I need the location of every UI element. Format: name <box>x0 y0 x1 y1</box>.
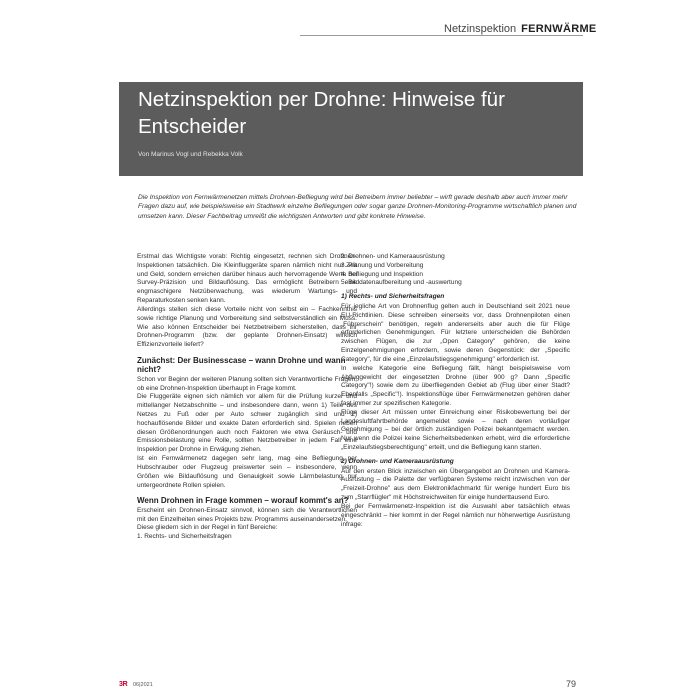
paragraph: In welche Kategorie eine Befliegung fällt, hängt beispielsweise vom Abfluggewicht der eingesetzten Drohne (über 900 g? Dann „Specific Category"!) sowie dem zu überfliegenden Gebiet ab (Flug über einer Stadt? Ebenfalls „Specific"!). Inspektionsflüge über Fernwärmenetzen gehören daher fast immer zur spezifischen Kategorie. <box>341 364 570 407</box>
list-item: 4. Befliegung und Inspektion <box>341 270 424 278</box>
issue-number: 06|2021 <box>133 682 153 688</box>
article-title: Netzinspektion per Drohne: Hinweise für Entscheider <box>138 88 505 138</box>
subsection-heading: 2) Drohnen- und Kameraausrüstung <box>341 457 454 465</box>
article-authors: Von Marinus Vogl und Rebekka Volk <box>138 151 243 158</box>
paragraph: Allerdings stellen sich diese Vorteile nicht von selbst ein – Fachkenntnis sowie richtige Planung und Vorbereitung sind selbstverständlich ein Muss. Wie also können Entscheider bei Netzbetreibern sicherstellen, dass ihr Drohnen-Programm (bzw. der geplante Drohnen-Einsatz) wirklich Effizienzvorteile liefert? <box>137 305 357 349</box>
page-number: 79 <box>566 679 577 689</box>
paragraph: Auf den ersten Blick inzwischen ein Übergangebot an Drohnen und Kamera-Ausrüstung – die Palette der verfügbaren Systeme reicht inzwischen von der „Freizeit-Drohne" aus dem Elektronikfachmarkt für wenige hundert Euro bis zum „Starrflügler" mit Höchstreichweiten für einige hunderttausend Euro. <box>341 467 570 502</box>
running-header <box>444 23 597 35</box>
header-category: Netzinspektion <box>444 23 517 35</box>
paragraph: Flüge dieser Art müssen unter Einreichung einer Risikobewertung bei der Landesluftfahrtbehörde angemeldet sowie – nach deren vorläufiger Genehmigung – bei der örtlich zuständigen Polizei bekanntgemacht werden. Nur wenn die Polizei keine Sicherheitsbedenken erhebt, wird die erforderliche „Einzelaufstiegsberechtigung" erteilt, und die Befliegung kann starten. <box>341 408 570 452</box>
paragraph: Erscheint ein Drohnen-Einsatz sinnvoll, können sich die Verantwortlichen mit den Einzelheiten eines Projekts bzw. Programms auseinandersetzen. <box>137 506 357 523</box>
paragraph: Die Fluggeräte eignen sich nämlich vor allem für die Prüfung kurzer und mittellanger Netzabschnitte – und insbesondere dann, wenn 1) Teile des Netzes zu Fuß oder per Auto schwer zugänglich sind und 2) hochauflösende Bilder und exakte Daten erforderlich sind. Spielen neben diesen Größenordnungen auch noch Faktoren wie etwa Geräusch- und Emissionsbelastung eine Rolle, sollten Netzbetreiber in jedem Fall eine Inspektion per Drohne in Erwägung ziehen. <box>137 393 357 454</box>
article-intro: Die Inspektion von Fernwärmenetzen mittels Drohnen-Befliegung wird bei Betreibern immer beliebter – wirft gerade deshalb aber auch immer mehr Fragen dazu auf, wie beispielsweise ein Stadtwerk einzelne Befliegungen oder sogar ganze Drohnen-Monitoring-Programme wirtschaftlich planen und umsetzen kann. Dieser Fachbeitrag umreißt die wichtigsten Antworten und gibt konkrete Hinweise. <box>138 194 577 220</box>
left-column <box>137 253 357 542</box>
header-section: FERNWÄRME <box>521 23 597 35</box>
list-item: 5. Bilddatenaufbereitung und -auswertung <box>341 279 462 287</box>
paragraph: Diese gliedern sich in der Regel in fünf Bereiche: <box>137 524 278 532</box>
publication-logo: 3R <box>119 681 128 688</box>
section-heading: Zunächst: Der Businesscase – wann Drohne und wann nicht? <box>137 355 346 375</box>
list-item: 3. Planung und Vorbereitung <box>341 261 424 269</box>
area-list-continued <box>341 253 570 288</box>
paragraph: Erstmal das Wichtigste vorab: Richtig eingesetzt, rechnen sich Drohnen-Inspektionen tatsächlich. Die Kleinfluggeräte sparen nämlich nicht nur Zeit und Geld, sondern erreichen darüber hinaus auch hervorragende Werte bei Survey-Präzision und Bildauflösung. Das ermöglicht Betreibern eine engmaschigere Netzüberwachung, was wiederum Wartungs- und Reparaturkosten senken kann. <box>137 253 357 305</box>
title-banner <box>119 82 583 176</box>
area-list <box>137 533 357 542</box>
right-column <box>341 253 570 529</box>
paragraph: Schon vor Beginn der weiteren Planung sollten sich Verantwortliche Fragen, ob eine Drohnen-Inspektion überhaupt in Frage kommt. <box>137 375 357 392</box>
list-item: 2. Drohnen- und Kameraausrüstung <box>341 253 445 260</box>
subsection-heading: 1) Rechts- und Sicherheitsfragen <box>341 293 445 301</box>
list-item: 1. Rechts- und Sicherheitsfragen <box>137 533 232 541</box>
header-rule <box>300 35 583 36</box>
paragraph: Ist ein Fernwärmenetz dagegen sehr lang, mag eine Befliegung per Hubschrauber oder Flugzeug preiswerter sein – insbesondere, wenn Größen wie Bildauflösung und Genauigkeit sowie Lärmbelastung nur untergeordnete Rollen spielen. <box>137 455 357 489</box>
section-heading: Wenn Drohnen in Frage kommen – worauf kommt's an? <box>137 496 349 506</box>
paragraph: Bei der Fernwärmenetz-Inspektion ist die Auswahl aber tatsächlich etwas eingeschränkt – hier kommt in der Regel nämlich nur höherwertige Ausrüstung infrage: <box>341 502 570 528</box>
paragraph: Für jegliche Art von Drohnenflug gelten auch in Deutschland seit 2021 neue EU-Richtlinien. Diese schreiben einerseits vor, dass Drohnenpiloten einen „Führerschein" benötigen, regeln andererseits aber auch die für Flüge erforderlichen Genehmigungen. Für letztere unterscheiden die Behörden zwischen Flügen, die zur „Open Category" gehören, die keine Einzelgenehmigungen erfordern, sowie deren Gegenstück: der „Specific Category", für die eine „Einzelaufstiegsgenehmigung" erforderlich ist. <box>341 303 570 363</box>
